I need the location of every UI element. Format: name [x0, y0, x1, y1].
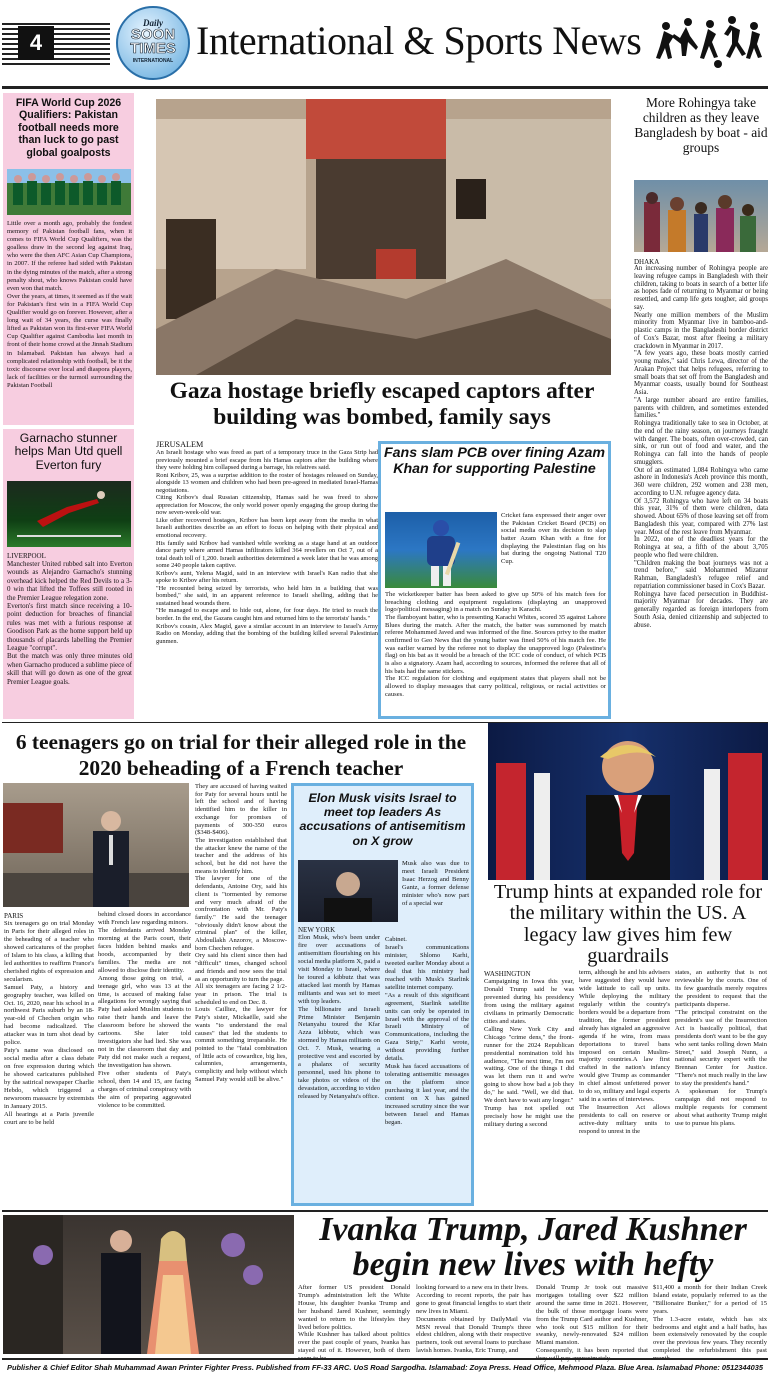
musk-col1: Elon Musk, who's been under fire over accusations of antisemitism flourishing on his social media platform X, paid a visit Monday to Israel, where he toured a kibbutz that was attacked last month by Hamas militants and was set to meet with top leaders. The billionaire and Israeli Prime Minister Benjamin Netanyahu toured the Kfar Azza kibbutz, which was stormed by Hamas militants on Oct. 7. Musk, wearing a protective vest and escorted by a phalanx of security personnel, used his phone to take photos or videos of the devastation, according to video released by Netanyahu's office. [298, 934, 380, 1101]
gaza-dateline: JERUSALEM [156, 440, 204, 449]
ivanka-col2: looking forward to a new era in their lives. According to recent reports, the pair has gone to great financial lengths to start their new lives in Miami. Documents obtained by DailyMail via MSN reveal that Donald Trump's three eldest children, along with their respective partners, took out several loans to purchase lavish homes. Ivanka, Eric Trump, and [416, 1284, 531, 1355]
trump-photo [488, 723, 768, 880]
musk-side: Musk also was due to meet Israeli President Isaac Herzog and Benny Gantz, a former defense minister who's now part of a special war [402, 860, 469, 907]
rohingya-photo [634, 180, 768, 252]
gaza-body: An Israeli hostage who was freed as part of a temporary truce in the Gaza Strip had previously mounted a brief escape from his Hamas captors after the building where they were holding him collapsed during a barrage, his relatives said. Roni Kribov, 25, was a surprise addition to the roster of hostages released on Sunday, alongside 13 women and children who had been pre-agreed in mediated Israel-Hamas negotiations. Citing Kribov's dual Russian citizenship, Hamas said he was freed to show appreciation for Moscow, the only world power openly engaging the group during the now seven-week-old war. Like other recovered hostages, Kribov has been kept away from the media in what Israeli authorities describe as an effort to focus on helping with their physical and emotional recovery. His family said Kribov had vanished while working as a stage hand at an outdoor dance party where armed Hamas infiltrators killed 364 revellers on Oct 7, out of a total death toll of 1,200. Israeli authorities determined a week later that he was among some 240 people taken captive. Kribov's aunt, Yelena Magid, said in an interview with Israel's Kan radio that she spoke to Kribov after his return. "He recounted being seized by terrorists, who held him in a building that was bombed," she said, in an apparent reference to Israeli shelling, adding that he sustained head wounds there. "He managed to escape and to hide out, alone, for four days. He tried to reach the border. In the end, the Gazans caught him and returned him to the terrorists' hands." Kribov's cousin, Alex Magid, gave a similar account in an interview to Israel's Army Radio on Monday, adding that the bombing of the building killed several Palestinian gunmen. [156, 449, 378, 645]
ivanka-col4: $11,400 a month for their Indian Creek Island estate, popularly referred to as the "Billionaire Bunker," for a period of 15 years. The 1.3-acre estate, which has six bedrooms and eight and a half baths, has been extensively renovated by the couple over the previous few years. They recently completed the refurbishment this past [653, 1284, 767, 1355]
garnacho-headline: Garnacho stunner helps Man Utd quell Everton fury [14, 431, 123, 472]
garnacho-dateline: LIVERPOOL [7, 552, 46, 560]
gaza-rubble-photo [156, 99, 611, 375]
trump-col3: states, an authority that is not reviewable by the courts. One of its few guardrails merely requires the president to request that the participants disperse. "The principal constraint on the president's use of the Insurrection Act is basically political, that presidents don't want to be the guy who sent tanks rolling down Main Street," said Joseph Nunn, a national security expert with the Brennan Center for Justice. "There's not much really in the law to stay the president's hand." A spokesman for Trump's campaign did not respond to multiple requests for comment about what authority Trump might use to pursue his plans. [675, 969, 767, 1128]
musk-col2: Cabinet. Israel's communications minister, Shlomo Karhi, tweeted earlier Monday about a deal that his ministry had reached with Musk's Starlink satellite internet company. "As a result of this significant agreement, Starlink satellite units can only be operated in Israel with the approval of the Israeli Ministry of Communications, including the Gaza Strip," Karhi wrote, without providing further details. Musk has faced accusations of tolerating antisemitic messages on the platform since purchasing it last year, and the content on X has gained increased scrutiny since the war between Israel and Hamas began. [385, 936, 469, 1126]
masthead [0, 0, 770, 90]
teenagers-col3: They are accused of having waited for Paty for several hours until he left the school and of having identified him to the killer in exchange for promises of payments of 300-350 euros ($348-$406). The investigation established that the attacker knew the name of the teacher and the address of his school, but he did not have the means to identify him. The lawyer for one of the defendants, Antoine Ory, said his client is "tormented by remorse and very much afraid of the confrontation with Mr. Paty's family." He said the teenager "obviously didn't know about the criminal plan" of the killer, Abdoullakh Anzorov, a Moscow-born Chechen refugee. Ory said his client since then had "difficult" times, changed school and friends and now sees the trial as an opportunity to turn the page. All six teenagers are facing 2 1/2-year in prison. The trial is scheduled to end on Dec. 8. Louis Cailliez, the lawyer for Paty's sister, Mickaëlle, said she wants "to understand the real causes" that led the students to commit something irreparable. He pointed to the "fatal combination of little acts of cowardice, big lies, calumnies, arrangements, complicity and help without which Samuel Paty would still be alive." [195, 783, 287, 1083]
pcb-box [378, 441, 611, 719]
fifa-team-photo [7, 169, 131, 215]
ivanka-kushner-photo [3, 1215, 294, 1354]
footer-rule [2, 1358, 768, 1360]
pcb-intro: Cricket fans expressed their anger over the Pakistan Cricket Board (PCB) on social media over its decision to slap batter Azam Khan with a fine for displaying the Palestinian flag on his bat during the ongoing National T20 Cup. [501, 512, 606, 565]
ivanka-headline: Ivanka Trump, Jared Kushner begin new lives with hefty [319, 1211, 747, 1283]
ivanka-col3: Donald Trump Jr took out massive mortgages totalling over $22 million around the same time in 2021. However, the bulk of those mortgage loans were from the Trump Card author and Kushner, who took out $15 million for their swanky, newly-renovated $24 million Miami mansion. Consequently, it has been reported that [536, 1284, 648, 1355]
page-title: International & Sports News [196, 18, 642, 63]
ivanka-col1: After former US president Donald Trump's administration left the White House, his daughter Ivanka Trump and her husband Jared Kushner, seemingly wanted to return to the lifestyles they lived before politics. While Kushner has talked about politics over the past couple of years, Ivanka has stayed out of it. However, both of them [298, 1284, 410, 1355]
logo-sub: INTERNATIONAL [132, 58, 174, 64]
masthead-rule [2, 86, 768, 89]
logo-main-2: TIMES [130, 40, 176, 57]
trump-dateline: WASHINGTON [484, 970, 531, 978]
rohingya-dateline: DHAKA [634, 258, 660, 266]
fifa-body: Little over a month ago, probably the fondest memory of Pakistan football fans, when it comes to FIFA World Cup Qualifiers, was the goalless draw in the second leg against Iraq, who were the then AFC Asian Cup Champions, in 2007. If the referee had sided with Pakistan in the dying minutes of the match, after a strong penalty shout, who knows Pakistan could have even won that match. Over the years, at times, it seemed as if the wait for Pakistan's first win in a FIFA World Cup Qualifier would go on forever. However, after a long wait of 34 years, the curse was finally lifted as Pakistan won its first-ever FIFA World Cup Qualifier against Cambodia last month in front of their home crowd at the Jinnah Stadium in Islamabad. Pakistan has always had a complicated relationship with football, be it the toxic discourse over local and diaspora players, lack of facilities or the turmoil surrounding the Pakistan Football [7, 220, 132, 389]
musk-headline: Elon Musk visits Israel to meet top leaders As accusations of antisemitism on X grow [299, 791, 466, 848]
garnacho-photo [7, 481, 131, 547]
logo-main-1: SOON [130, 26, 176, 43]
fifa-panel [3, 93, 134, 425]
trump-headline: Trump hints at expanded role for the military within the US. A legacy law gives him few guardrails [493, 881, 763, 968]
logo [116, 6, 190, 80]
footer-imprint: Publisher & Chief Editor Shah Muhammad Awan Printer Fighter Press. Published from FF-33 ARC. UoS Road Sargodha. Islamabad: Zoya Press. Head Office, Mehmood Plaza. Blue Area. Islamabad Phone: 0512344035 [7, 1363, 763, 1372]
trump-col1: Campaigning in Iowa this year, Donald Trump said he was prevented during his presidency from using the military against civilians in primarily Democratic cities and states. Calling New York City and Chicago "crime dens," the front-runner for the 2024 Republican presidential nomination told his audience, "The next time, I'm not waiting. One of the things I did was let them run it and we're going to show how bad a job they do," he said. "Well, we did that. We don't have to wait any longer." Trump has not spelled out precisely how he might use the military during a second [484, 978, 574, 1129]
trump-col2: term, although he and his advisers have suggested they would have wide latitude to call up units. While deploying the military regularly within the country's borders would be a departure from tradition, the former president already has signaled an aggressive agenda if he wins, from mass deportations to travel bans imposed on certain Muslim-majority countries.A law first crafted in the nation's infancy would give Trump as commander in chief almost unfettered power to do so, military and legal experts said in a series of interviews. The Insurrection Act allows presidents to call on reserve or active-duty military units to respond to unrest in the [579, 969, 670, 1136]
sports-figures-icon [654, 12, 766, 74]
pcb-headline: Fans slam PCB over fining Azam Khan for supporting Palestine [383, 445, 605, 477]
teenagers-col2: behind closed doors in accordance with French law regarding minors. The defendants arrived Monday morning at the Paris court, their faces hidden behind masks and hoods, accompanied by their families. The media are not allowed to disclose their identity. Among those going on trial, a teenage girl, who was 13 at the time, is accused of making false allegations for wrongly saying that Paty had asked Muslim students to raise their hands and leave the classroom before he showed the cartoons. She later told investigators she had lied. She was not in the classroom that day and Paty did not make such a request, the investigation has shown. Five other students of Paty's school, then 14 and 15, are facing charges of criminal conspiracy with the aim of preparing aggravated violence to be committed. [98, 911, 192, 1109]
musk-photo [298, 860, 398, 922]
teenagers-dateline: PARIS [4, 912, 24, 920]
teenagers-headline: 6 teenagers go on trial for their alleged role in the 2020 beheading of a French teacher [15, 730, 467, 781]
musk-dateline: NEW YORK [298, 926, 336, 934]
fifa-headline: FIFA World Cup 2026 Qualifiers: Pakistan football needs more than luck to go past global goalposts [15, 97, 122, 159]
logo-top: Daily [143, 18, 163, 28]
macron-photo [3, 783, 189, 907]
garnacho-body: Manchester United rubbed salt into Everton wounds as Alejandro Garnacho's stunning overhead kick helped the Red Devils to a 3-0 win that lifted the Toffees still rooted in the Premier League relegation zone. Everton's first match since receiving a 10-point deduction for breaches of financial rules was met with a furious response at Goodison Park as the home support held up thousands of placards labelling the Premier League "corrupt". But the match was only three minutes old when Garnacho produced a sublime piece of skill that will go down as one of the great Premier League goals. [7, 560, 132, 686]
page-number: 4 [18, 26, 54, 60]
pcb-azam-photo [385, 512, 497, 588]
garnacho-panel [3, 429, 134, 719]
rohingya-body: An increasing number of Rohingya people are leaving refugee camps in Bangladesh with their children, taking to boats in search of a better life as hopes fade of returning to Myanmar or being resettled, and camp life gets tougher, aid groups say. Nearly one million members of the Muslim minority from Myanmar live in bamboo-and-plastic camps in the Bangladeshi border district of Cox's Bazar, most after fleeing a military crackdown in Myanmar in 2017. "A few years ago, these boats mostly carried young males," said Chris Lewa, director of the Arakan Project that helps refugees, referring to small boats that set off from the Bangladesh and Myanmar coasts, usually bound for Southeast Asia. "A large number aboard are entire families, parents with children, and sometimes extended families." Rohingya traditionally take to sea in October, at the end of the rainy season, on journeys fraught with danger. The boats, often over-crowded, can sink, or run out of food and water, and the Rohingya can fall into the hands of people smugglers. Out of an estimated 1,084 Rohingya who came ashore in Indonesia's Aceh province this month, 360 were children, 292 women and 238 men, according to U.N. refugee agency data. Of 3,572 Rohingya who have left on 34 boats this year, 31% of them were children, data showed. About 65% of those leaving set off from Bangladesh this year, compared with 27% last year. Most of the rest leave from Myanmar. In 2022, one of the deadliest years for the Rohingya at sea, a fifth of the about 3,705 people who fled were children. "Children making the boat journeys was not a trend before," said Mohammed Mizanur Rahman, Bangladesh's refugee relief and repatriation commissioner based in Cox's Bazar. Rohingya have faced persecution in Buddhist-majority Myanmar for decades. They are generally regarded as foreign interlopers from South Asia, denied citizenship and subjected to abuse. [634, 265, 768, 629]
teenagers-col1: Six teenagers go on trial Monday in Paris for their alleged roles in the beheading of a teacher who showed caricatures of the prophet of Islam to his class, a killing that led authorities to reaffirm France's cherished rights of expression and secularism. Samuel Paty, a history and geography teacher, was killed on Oct. 16, 2020, near his school in a northwest Paris suburb by an 18-year-old of Chechen origin who had become radicalized. The attacker was in turn shot dead by police. Paty's name was disclosed on social media after a class debate on free expression during which he showed caricatures published by the satirical newspaper Charlie Hebdo, which triggered a newsroom massacre by extremists in January 2015. All hearings at a Paris juvenile court are to be held [4, 920, 94, 1126]
rohingya-headline: More Rohingya take children as they leave Bangladesh by boat - aid groups [634, 95, 768, 155]
musk-box [291, 783, 474, 1206]
pcb-body: The wicketkeeper batter has been asked to give up 50% of his match fees for breaching clothing and equipment regulations (displaying an unapproved logo/political messaging) in a match on Sunday in Karachi. The flamboyant batter, who is presenting Karachi Whites, scored 35 against Lahore Blues during the match. After the match, the batter was summoned by match referee Mohammed Javed and was informed of the fine. Sources privy to the matter confirmed to Geo News that the young batter was fined 50% of his match fee. He was earlier warned by the referee not to display the unapproved logo (Palestine's flag) on his bat as it would be a breach of the ICC code of conduct, of which PCB is also a signatory. Azam had, according to sources, informed the referee that all of his bats had the same stickers. The ICC regulation for clothing and equipment states that players shall not be allowed to display messages that carry political, religious, or racial activities or causes. [385, 591, 606, 698]
gaza-headline: Gaza hostage briefly escaped captors after building was bombed, family says [169, 378, 595, 430]
